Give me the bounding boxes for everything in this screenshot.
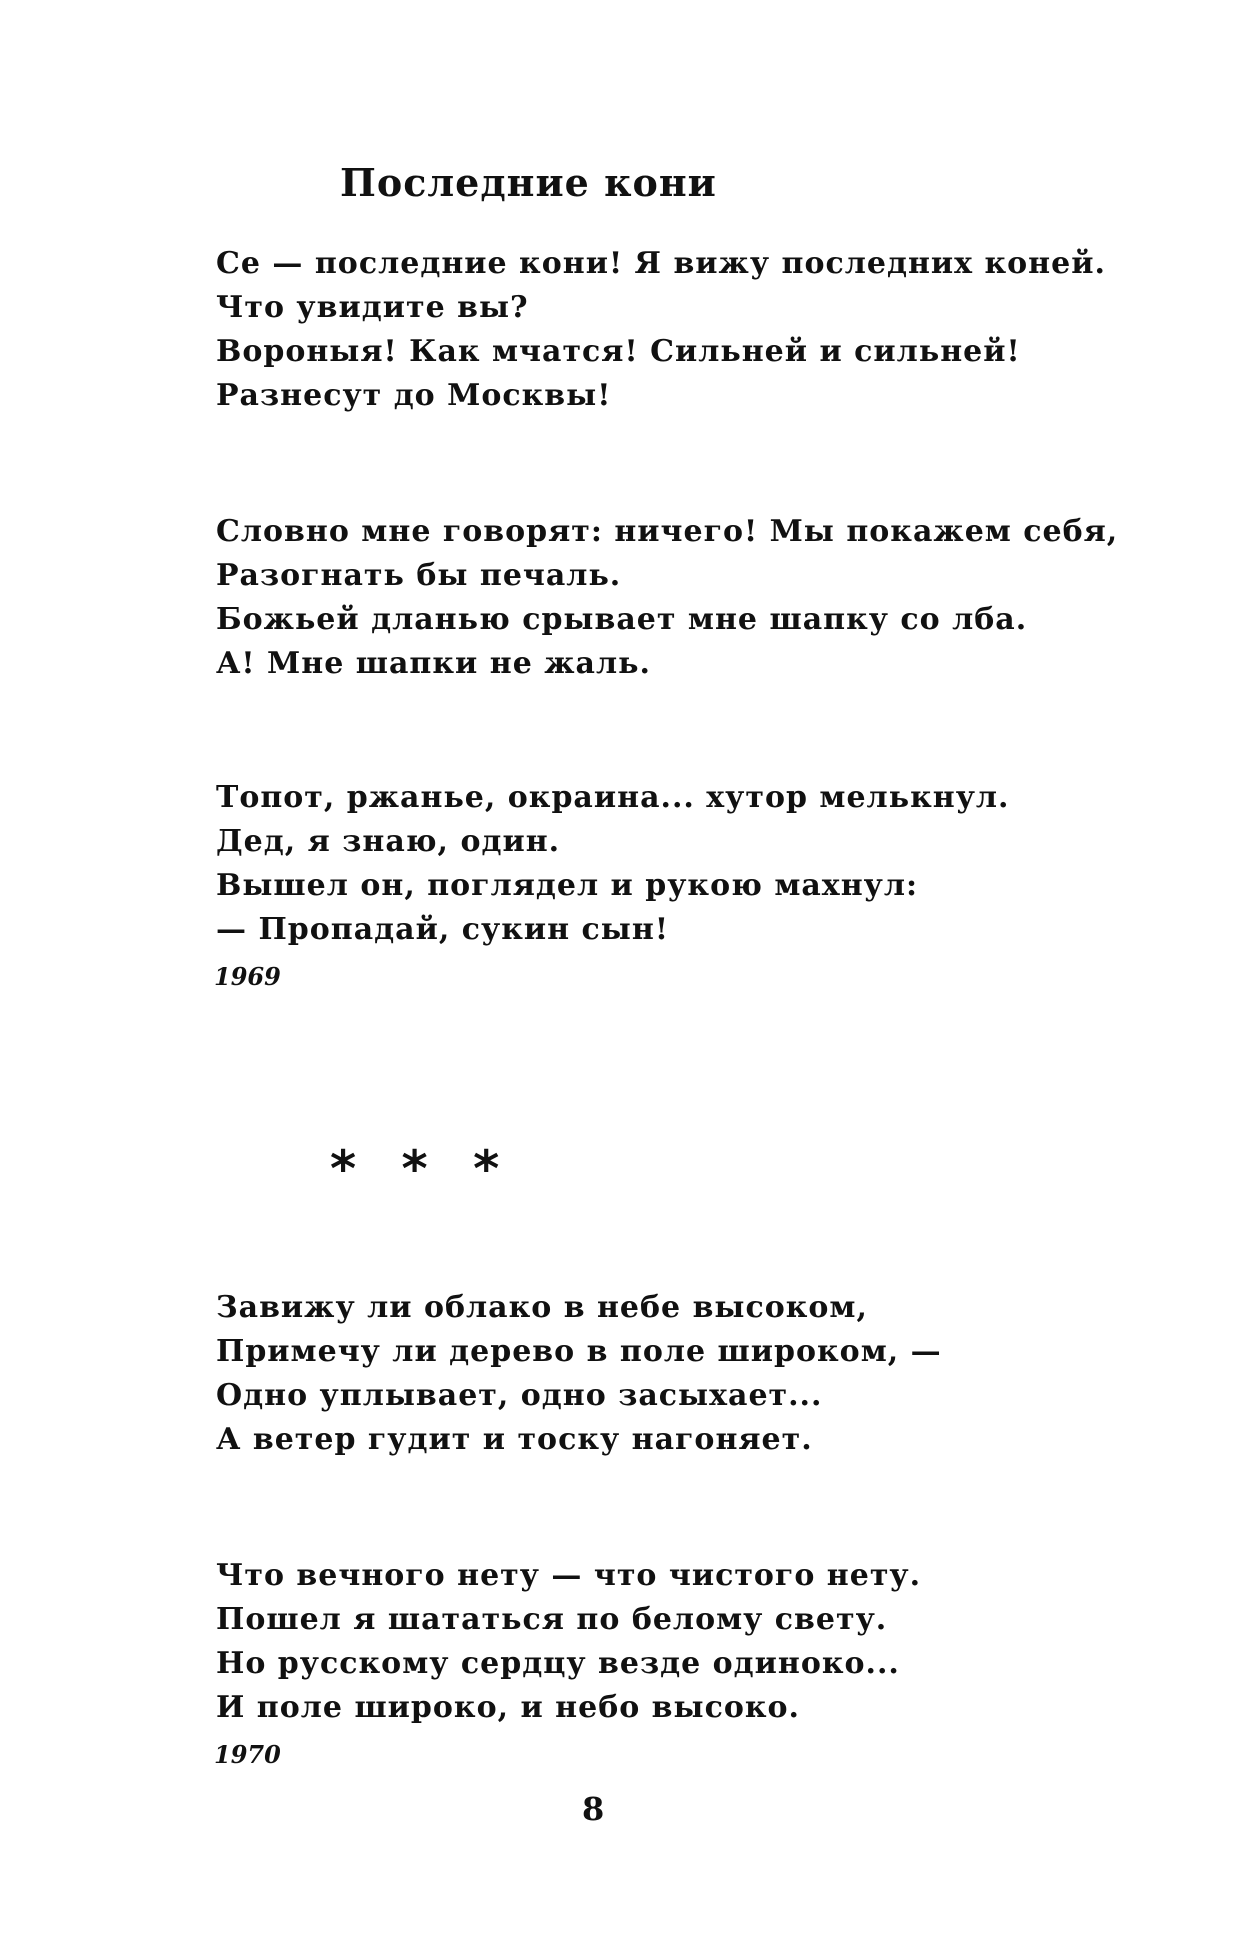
stanza: [216, 1286, 942, 1462]
verse-line: Что вечного нету — что чистого нету.: [216, 1558, 922, 1593]
verse-line: — Пропадай, сукин сын!: [216, 912, 669, 947]
poem-year: 1969: [214, 962, 281, 991]
verse-line: И поле широко, и небо высоко.: [216, 1690, 800, 1725]
page-number: 8: [582, 1790, 605, 1828]
verse-line: Разогнать бы печаль.: [216, 558, 622, 593]
stanza: [216, 776, 1010, 952]
verse-line: Одно уплывает, одно засыхает...: [216, 1378, 823, 1413]
verse-line: А ветер гудит и тоску нагоняет.: [216, 1422, 813, 1457]
verse-line: Словно мне говорят: ничего! Мы покажем себя,: [216, 514, 1119, 549]
verse-line: А! Мне шапки не жаль.: [216, 646, 651, 681]
verse-line: Примечу ли дерево в поле широком, —: [216, 1334, 942, 1369]
verse-line: Дед, я знаю, один.: [216, 824, 561, 859]
poem-year: 1970: [214, 1740, 281, 1769]
verse-line: Разнесут до Москвы!: [216, 378, 612, 413]
verse-line: Что увидите вы?: [216, 290, 529, 325]
poem-title-asterisks: * * *: [330, 1140, 514, 1198]
verse-line: Завижу ли облако в небе высоком,: [216, 1290, 868, 1325]
stanza: [216, 510, 1118, 686]
verse-line: Божьей дланью срывает мне шапку со лба.: [216, 602, 1028, 637]
verse-line: Пошел я шататься по белому свету.: [216, 1602, 888, 1637]
verse-line: Но русскому сердцу везде одиноко...: [216, 1646, 900, 1681]
verse-line: Се — последние кони! Я вижу последних коней.: [216, 246, 1106, 281]
stanza: [216, 1554, 921, 1730]
verse-line: Вышел он, поглядел и рукою махнул:: [216, 868, 919, 903]
verse-line: Топот, ржанье, окраина... хутор мелькнул.: [216, 780, 1010, 815]
stanza: [216, 242, 1106, 418]
verse-line: Вороныя! Как мчатся! Сильней и сильней!: [216, 334, 1021, 369]
poem-title: Последние кони: [340, 160, 717, 205]
